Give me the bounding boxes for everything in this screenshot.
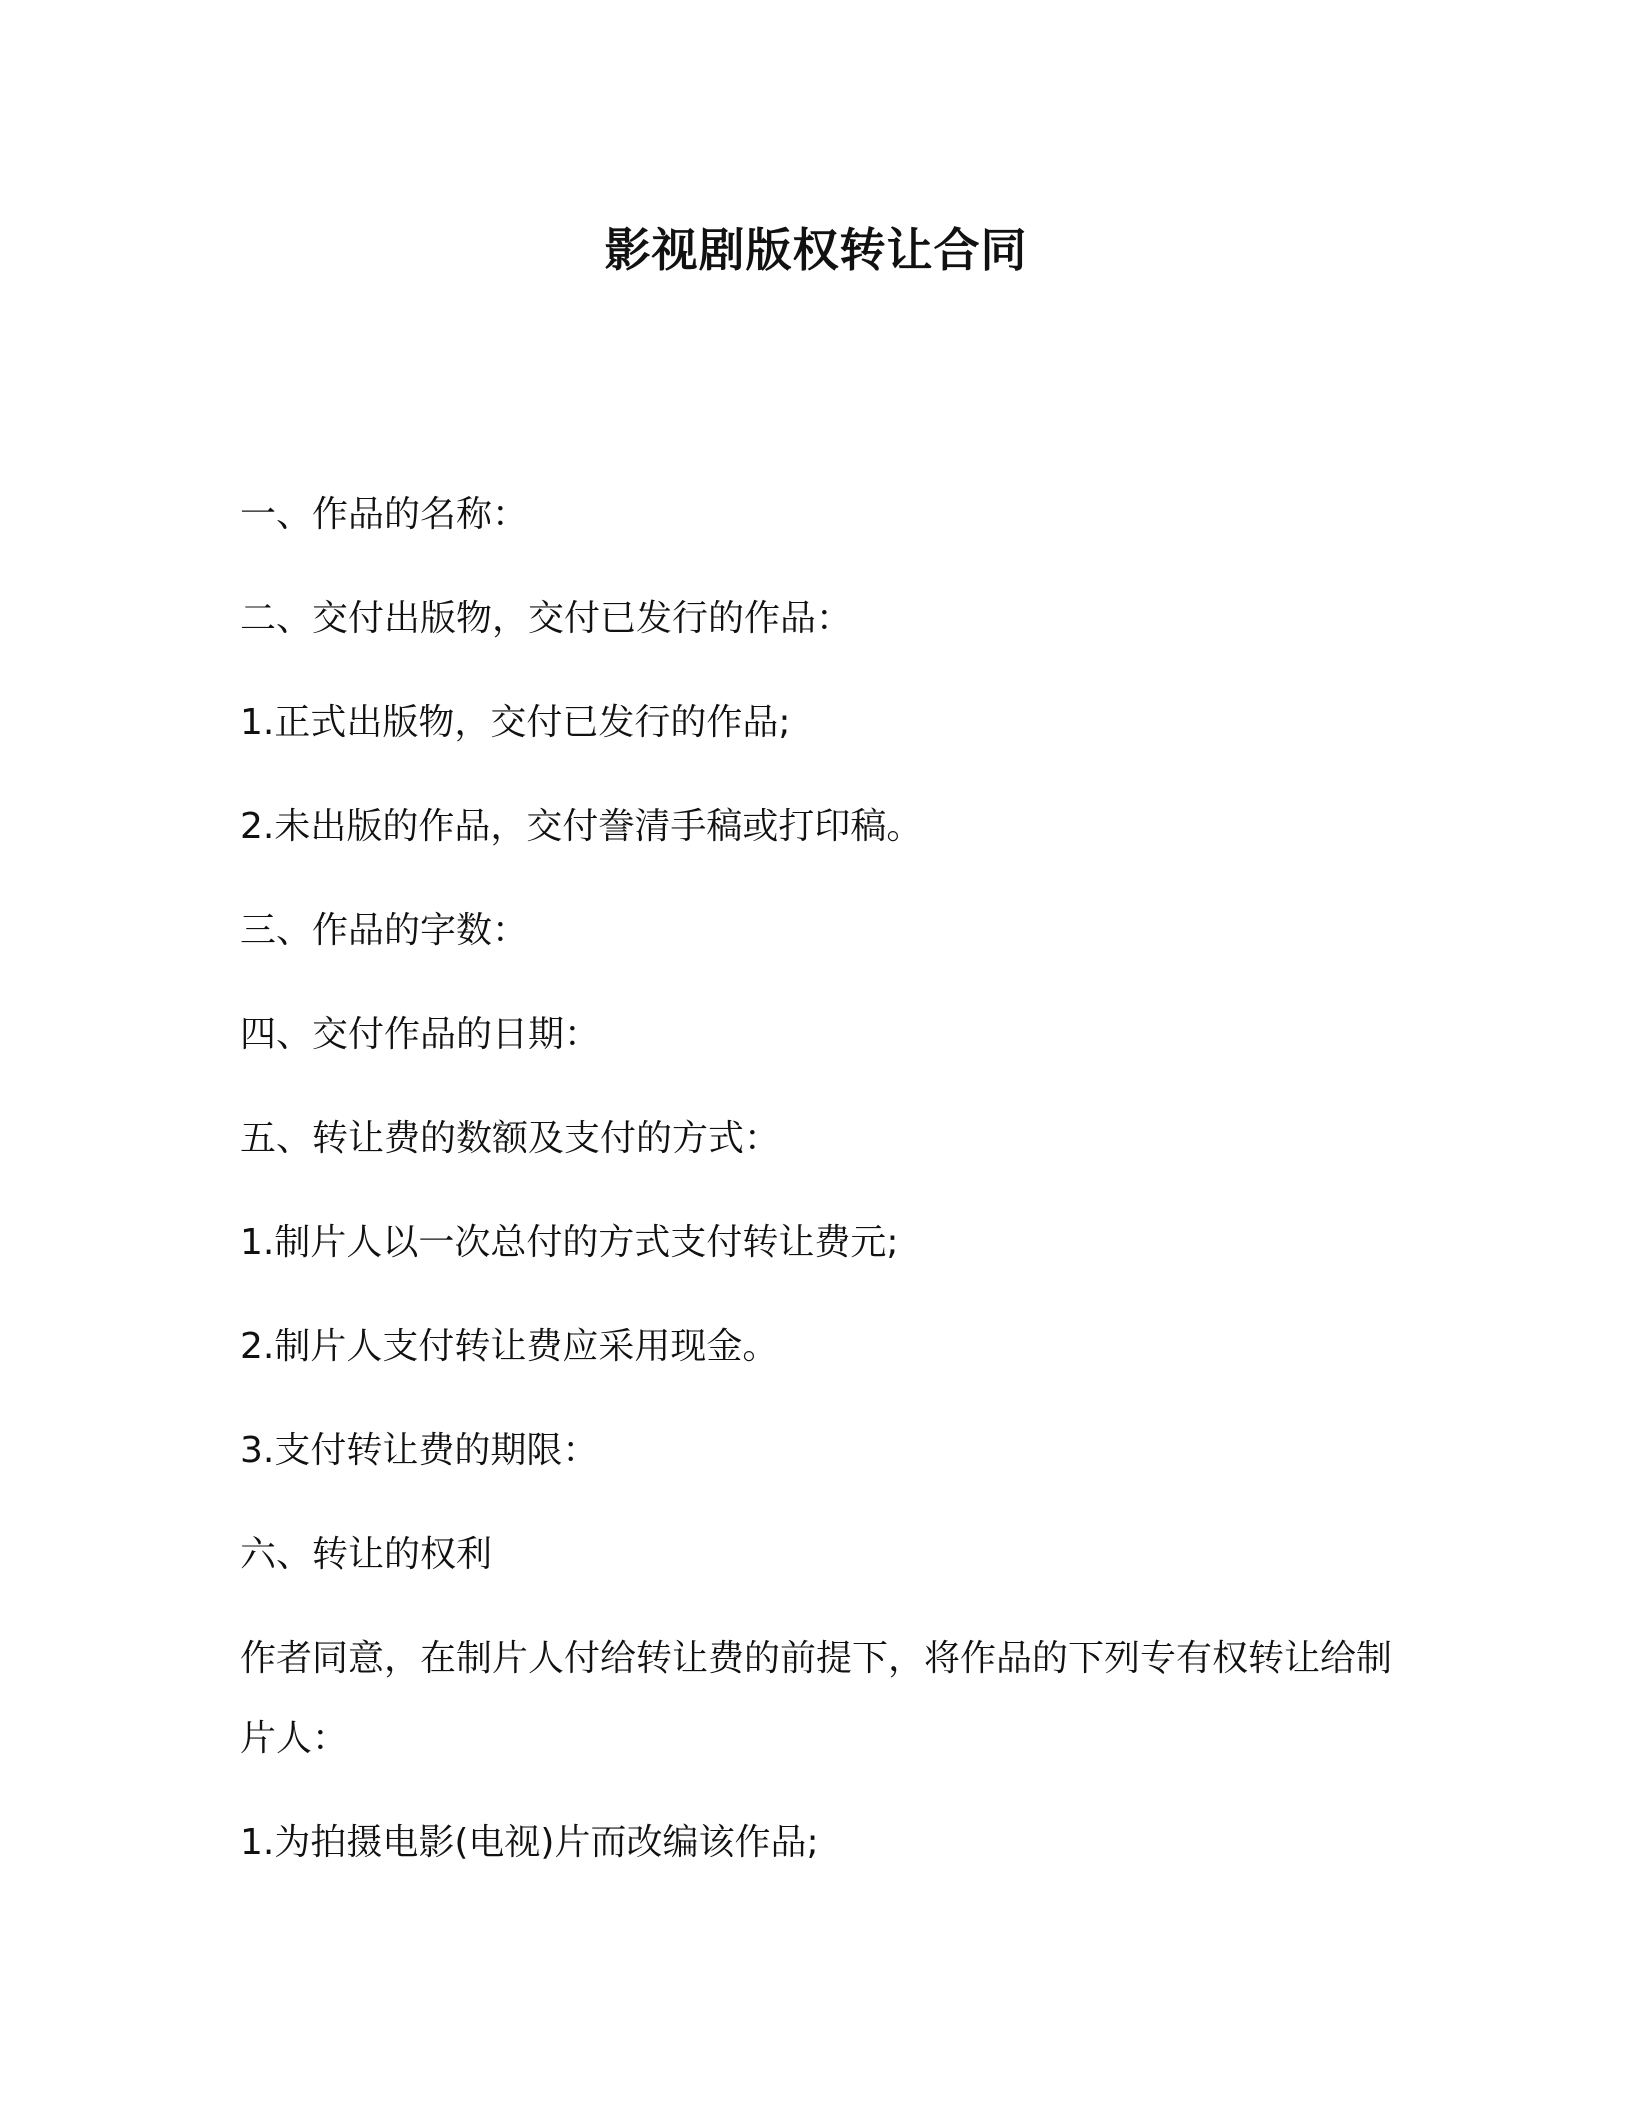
clause-heading: 三、作品的字数： <box>240 910 529 951</box>
document-body <box>240 495 1400 1927</box>
clause-item: 2.未出版的作品，交付誊清手稿或打印稿。 <box>240 806 923 847</box>
clause-heading: 二、交付出版物，交付已发行的作品： <box>240 598 853 639</box>
clause-heading: 四、交付作品的日期： <box>240 1014 601 1055</box>
clause-item: 1.正式出版物，交付已发行的作品; <box>240 702 791 743</box>
clause-item: 3.支付转让费的期限： <box>240 1430 599 1471</box>
clause-heading: 五、转让费的数额及支付的方式： <box>240 1118 781 1159</box>
clause-item: 1.为拍摄电影(电视)片而改编该作品; <box>240 1822 819 1863</box>
clause-item: 1.制片人以一次总付的方式支付转让费元; <box>240 1222 899 1263</box>
clause-heading: 一、作品的名称： <box>240 494 529 535</box>
clause-item: 2.制片人支付转让费应采用现金。 <box>240 1326 779 1367</box>
clause-heading: 六、转让的权利 <box>240 1534 493 1575</box>
document-title: 影视剧版权转让合同 <box>604 223 1028 277</box>
clause-paragraph: 作者同意，在制片人付给转让费的前提下，将作品的下列专有权转让给制片人： <box>240 1638 1393 1759</box>
